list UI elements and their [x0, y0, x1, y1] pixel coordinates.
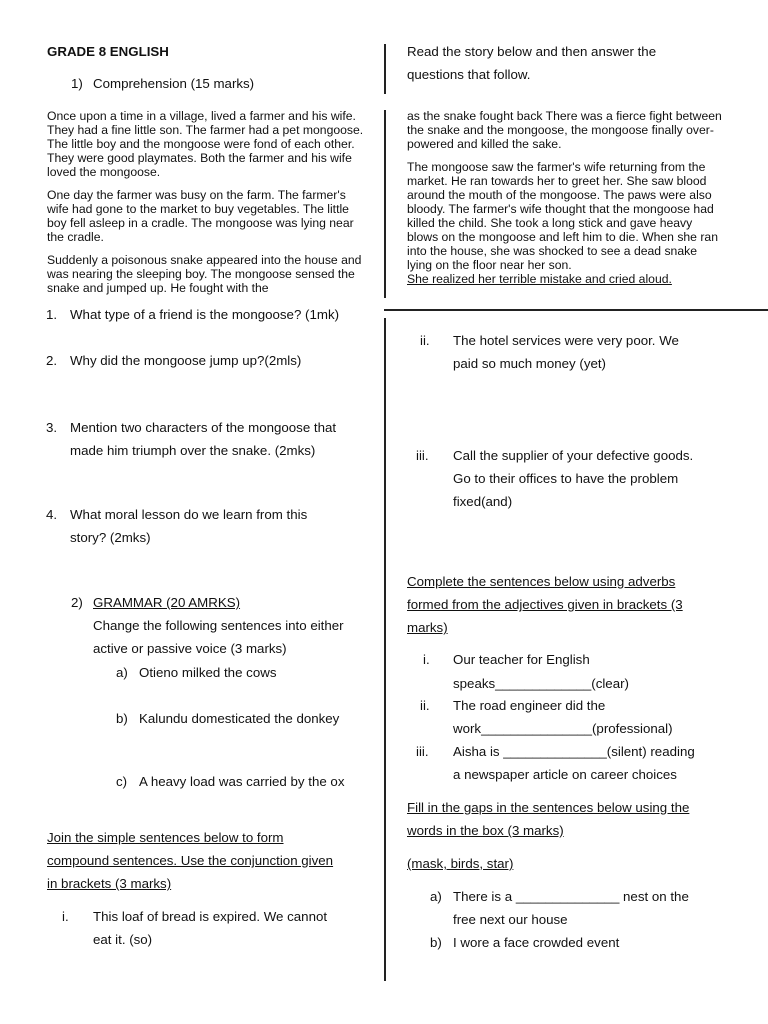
adverbs-item-ii-line-1: The road engineer did the: [453, 698, 606, 713]
join-item-i-label: i.: [62, 909, 69, 924]
join-item-iii-line-2: Go to their offices to have the problem: [453, 471, 679, 486]
story-intro-line-1: Read the story below and then answer the: [407, 44, 657, 59]
section1-label: Comprehension (15 marks): [93, 76, 255, 91]
story-left: [47, 109, 365, 304]
fill-instruction-line-1: Fill in the gaps in the sentences below using the: [407, 800, 690, 815]
grammar-instruction-line-1: Change the following sentences into either: [93, 618, 344, 633]
grammar-instruction-line-2: active or passive voice (3 marks): [93, 641, 287, 656]
adverbs-item-iii-line-2: a newspaper article on career choices: [453, 767, 677, 782]
story-paragraph-5: The mongoose saw the farmer's wife returning from the market. He ran towards her to greet her. She saw blood around the mouth of the mongoose. The paws were also bloody. The farmer's wife thought that the mongoose had killed the child. She took a long stick and gave heavy blows on the mongoose and left him to die. When she ran into the house, she was shocked to see a dead snake lying on the floor near her son.: [407, 160, 718, 272]
adverbs-item-ii-line-2: work_______________(professional): [453, 721, 673, 736]
question-2-number: 2.: [46, 353, 58, 368]
grammar-number: 2): [71, 595, 83, 610]
question-1-number: 1.: [46, 307, 58, 322]
story-paragraph-1: Once upon a time in a village, lived a farmer and his wife. They had a fine little son. The farmer had a pet mongoose. The little boy and the mongoose were fond of each other. They were good playmates. Both the farmer and his wife loved the mongoose.: [47, 109, 364, 179]
story-last-line: She realized her terrible mistake and cried aloud.: [407, 272, 672, 286]
adverbs-item-iii-label: iii.: [416, 744, 429, 759]
question-3-line-1: Mention two characters of the mongoose that: [70, 420, 337, 435]
grammar-item-b-label: b): [116, 711, 128, 726]
grammar-item-a: Otieno milked the cows: [139, 665, 277, 680]
adverbs-instruction-line-2: formed from the adjectives given in brackets (3: [407, 597, 683, 612]
grammar-item-b: Kalundu domesticated the donkey: [139, 711, 340, 726]
word-box: (mask, birds, star): [407, 856, 514, 871]
column-divider-bottom: [384, 318, 386, 981]
fill-item-a-line-2: free next our house: [453, 912, 568, 927]
adverbs-instruction-line-1: Complete the sentences below using adverbs: [407, 574, 676, 589]
question-4-line-2: story? (2mks): [70, 530, 151, 545]
fill-item-b-label: b): [430, 935, 442, 950]
fill-item-a-label: a): [430, 889, 442, 904]
story-paragraph-4: as the snake fought back There was a fierce fight between the snake and the mongoose, the mongoose finally over-powered and killed the sake.: [407, 109, 722, 151]
grammar-title: GRAMMAR (20 AMRKS): [93, 595, 241, 610]
adverbs-item-i-line-2: speaks_____________(clear): [453, 676, 629, 691]
adverbs-item-ii-label: ii.: [420, 698, 430, 713]
join-item-iii-label: iii.: [416, 448, 429, 463]
join-item-ii-label: ii.: [420, 333, 430, 348]
question-1: What type of a friend is the mongoose? (1mk): [70, 307, 340, 322]
question-2: Why did the mongoose jump up?(2mls): [70, 353, 302, 368]
adverbs-item-i-line-1: Our teacher for English: [453, 652, 590, 667]
question-3-number: 3.: [46, 420, 58, 435]
join-item-iii-line-1: Call the supplier of your defective goods.: [453, 448, 694, 463]
section1-number: 1): [71, 76, 83, 91]
column-divider-top: [384, 44, 386, 94]
column-divider-story: [384, 110, 386, 298]
page-heading: GRADE 8 ENGLISH: [47, 44, 169, 59]
question-4-number: 4.: [46, 507, 58, 522]
join-item-ii-line-1: The hotel services were very poor. We: [453, 333, 679, 348]
story-paragraph-3: Suddenly a poisonous snake appeared into the house and was nearing the sleeping boy. The mongoose sensed the snake and jumped up. He fought with the: [47, 253, 362, 295]
adverbs-item-i-label: i.: [423, 652, 430, 667]
grammar-item-a-label: a): [116, 665, 128, 680]
join-instruction-line-3: in brackets (3 marks): [47, 876, 172, 891]
adverbs-instruction-line-3: marks): [407, 620, 448, 635]
story-paragraph-2: One day the farmer was busy on the farm. The farmer's wife had gone to the market to buy vegetables. The little boy fell asleep in a cradle. The mongoose was lying near the cradle.: [47, 188, 354, 244]
join-item-ii-line-2: paid so much money (yet): [453, 356, 606, 371]
join-instruction-line-1: Join the simple sentences below to form: [47, 830, 284, 845]
story-intro-line-2: questions that follow.: [407, 67, 531, 82]
question-4-line-1: What moral lesson do we learn from this: [70, 507, 308, 522]
join-item-i-line-1: This loaf of bread is expired. We cannot: [93, 909, 328, 924]
story-right: [407, 109, 725, 286]
grammar-item-c-label: c): [116, 774, 128, 789]
join-item-iii-line-3: fixed(and): [453, 494, 513, 509]
fill-instruction-line-2: words in the box (3 marks): [407, 823, 564, 838]
question-3-line-2: made him triumph over the snake. (2mks): [70, 443, 316, 458]
fill-item-b-line-1: I wore a face crowded event: [453, 935, 620, 950]
join-item-i-line-2: eat it. (so): [93, 932, 153, 947]
join-instruction-line-2: compound sentences. Use the conjunction given: [47, 853, 334, 868]
fill-item-a-line-1: There is a ______________ nest on the: [453, 889, 689, 904]
grammar-item-c: A heavy load was carried by the ox: [139, 774, 345, 789]
adverbs-item-iii-line-1: Aisha is ______________(silent) reading: [453, 744, 695, 759]
section-divider: [384, 309, 768, 311]
